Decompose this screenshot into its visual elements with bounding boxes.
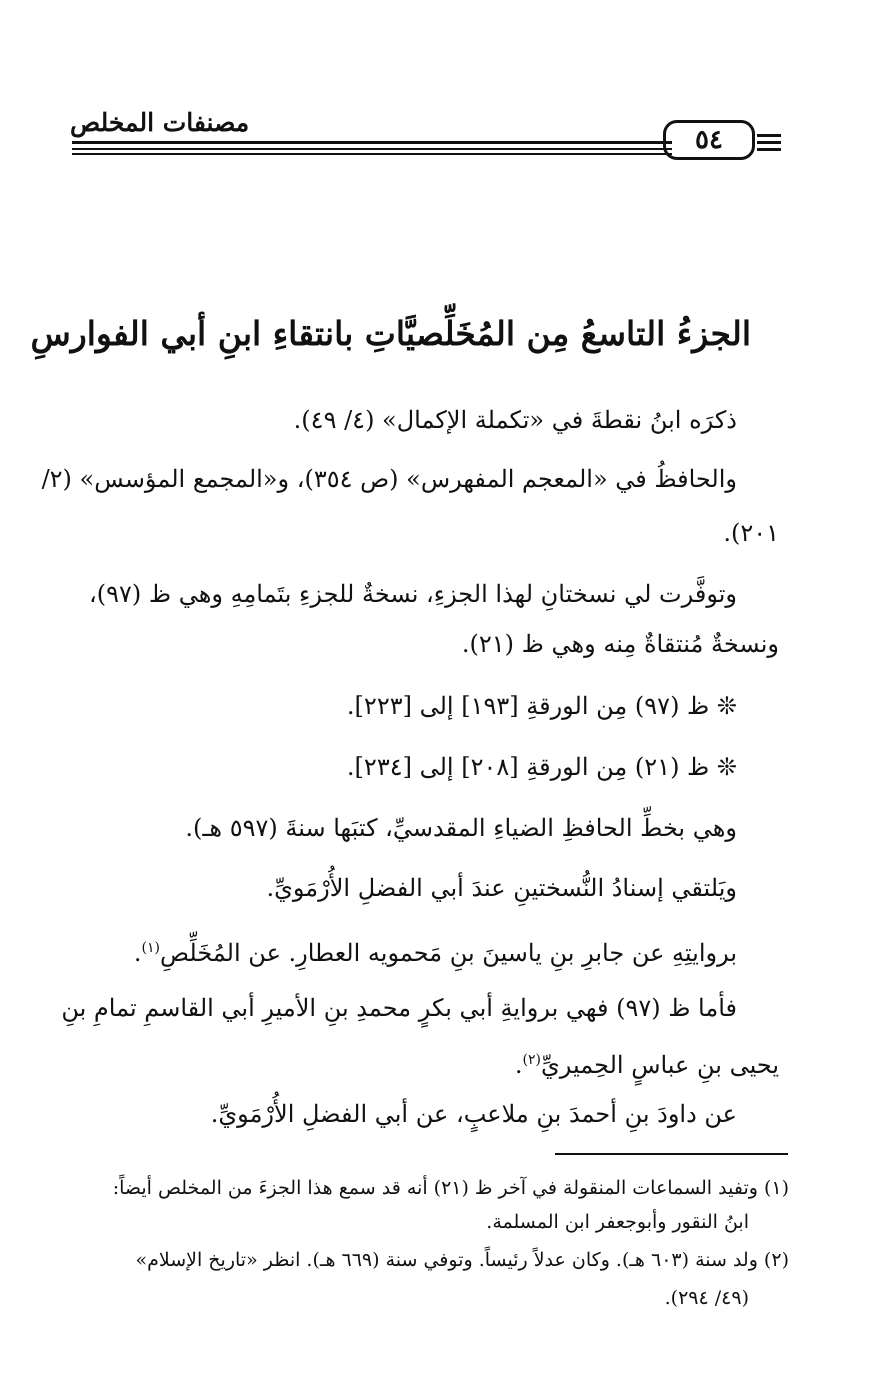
header-rule	[72, 141, 672, 144]
body-line: ٢٠١).	[723, 519, 779, 547]
body-line: ويَلتقي إسنادُ النُّسختينِ عندَ أبي الفضلِ الأُرْمَويِّ.	[266, 874, 737, 902]
body-line: عن داودَ بنِ أحمدَ بنِ ملاعبٍ، عن أبي الفضلِ الأُرْمَويِّ.	[210, 1100, 737, 1128]
footnote-line: (١) وتفيد السماعات المنقولة في آخر ظ (٢١) أنه قد سمع هذا الجزءَ من المخلص أيضاً:	[112, 1177, 789, 1199]
header-rule	[757, 141, 781, 144]
body-line: وهي بخطِّ الحافظِ الضياءِ المقدسيِّ، كتبَها سنةَ (٥٩٧ هـ).	[185, 814, 737, 842]
body-text: بروايتِهِ عن جابرِ بنِ ياسينَ بنِ مَحمويه العطارِ. عن المُخَلِّصِ	[159, 939, 737, 967]
header-rule	[757, 134, 781, 137]
footnote-separator	[555, 1153, 788, 1155]
footnote-ref[interactable]: (٢)	[522, 1052, 541, 1068]
footnote-line: (٤٩/ ٢٩٤).	[664, 1287, 749, 1309]
footnote-ref[interactable]: (١)	[141, 940, 160, 956]
header-rule	[72, 153, 672, 155]
body-line: ذكرَه ابنُ نقطةَ في «تكملة الإكمال» (٤/ ٤٩).	[293, 406, 737, 434]
body-line: والحافظُ في «المعجم المفهرس» (ص ٣٥٤)، و«المجمع المؤسس» (٢/	[41, 465, 737, 493]
header-rule	[72, 148, 672, 150]
footnote-line: (٢) ولد سنة (٦٠٣ هـ). وكان عدلاً رئيساً. وتوفي سنة (٦٦٩ هـ). انظر «تاريخ الإسلام»	[135, 1249, 789, 1271]
body-line: يحيى بنِ عباسٍ الحِميريِّ$^{(٢)}$.	[514, 1051, 779, 1079]
body-line: ❊ ظ (٢١) مِن الورقةِ [٢٠٨] إلى [٢٣٤].	[346, 753, 737, 781]
body-line: بروايتِهِ عن جابرِ بنِ ياسينَ بنِ مَحمويه العطارِ. عن المُخَلِّصِ$^{(١)}$.	[133, 939, 737, 967]
running-title: مصنفات المخلص	[70, 108, 250, 137]
body-text: يحيى بنِ عباسٍ الحِميريِّ	[540, 1051, 779, 1079]
body-line: ونسخةٌ مُنتقاةٌ مِنه وهي ظ (٢١).	[461, 630, 779, 658]
body-line: ❊ ظ (٩٧) مِن الورقةِ [١٩٣] إلى [٢٢٣].	[346, 692, 737, 720]
footnote-line: ابنُ النقور وأبوجعفر ابن المسلمة.	[486, 1211, 749, 1233]
section-heading: الجزءُ التاسعُ مِن المُخَلِّصيَّاتِ بانتقاءِ ابنِ أبي الفوارسِ	[30, 314, 751, 353]
header-rule	[757, 148, 781, 151]
body-line: وتوفَّرت لي نسختانِ لهذا الجزءِ، نسخةٌ للجزءِ بتَمامِهِ وهي ظ (٩٧)،	[89, 580, 737, 608]
page-number: ٥٤	[663, 120, 755, 160]
body-line: فأما ظ (٩٧) فهي بروايةِ أبي بكرٍ محمدِ بنِ الأميرِ أبي القاسمِ تمامِ بنِ	[61, 994, 737, 1022]
